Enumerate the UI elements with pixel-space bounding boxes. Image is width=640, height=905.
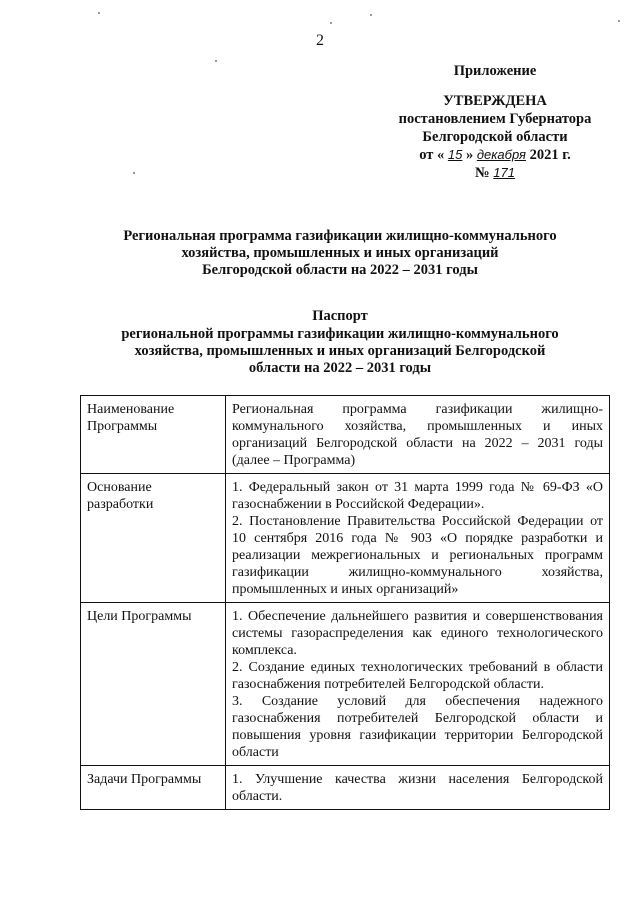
passport-line: хозяйства, промышленных и иных организаций Белгородской <box>134 343 546 359</box>
date-day: 15 <box>447 147 463 162</box>
passport-title: Паспорт <box>312 308 368 324</box>
row-label: Основание разработки <box>81 474 226 603</box>
title-line: хозяйства, промышленных и иных организаций <box>181 245 499 261</box>
row-paragraph: 1. Улучшение качества жизни населения Белгородской области. <box>232 772 603 804</box>
row-label: Наименование Программы <box>81 396 226 474</box>
number-prefix: № <box>475 165 490 181</box>
passport-line: области на 2022 – 2031 годы <box>248 360 432 376</box>
number-value: 171 <box>493 165 515 180</box>
date-mid: » <box>465 147 474 163</box>
region-label: Белгородской области <box>422 129 568 145</box>
passport-table <box>80 395 610 810</box>
row-content <box>226 474 610 603</box>
title-line: Белгородской области на 2022 – 2031 годы <box>202 262 478 278</box>
page-number: 2 <box>316 32 324 49</box>
table-row <box>81 603 610 766</box>
row-paragraph: 1. Обеспечение дальнейшего развития и совершенствования системы газораспределения как единого технологического комплекса. <box>232 609 603 658</box>
date-prefix: от « <box>419 147 445 163</box>
table-row <box>81 766 610 810</box>
date-month: декабря <box>476 147 526 162</box>
table-row <box>81 396 610 474</box>
row-paragraph: 2. Постановление Правительства Российской Федерации от 10 сентября 2016 года № 903 «О порядке разработки и реализации межрегиональных и региональных программ газификации жилищно-коммунального хозяйства, промышленных и иных организаций» <box>232 514 603 597</box>
row-label: Цели Программы <box>81 603 226 766</box>
approval-block <box>380 62 610 182</box>
approved-label: УТВЕРЖДЕНА <box>443 93 547 109</box>
passport-heading <box>60 308 620 377</box>
row-label: Задачи Программы <box>81 766 226 810</box>
date-year: 2021 г. <box>529 147 571 163</box>
row-content <box>226 603 610 766</box>
decree-number <box>380 164 610 182</box>
program-title <box>60 228 620 279</box>
row-content <box>226 396 610 474</box>
table-row <box>81 474 610 603</box>
row-paragraph: 2. Создание единых технологических требований в области газоснабжения потребителей Белгородской области. <box>232 660 603 692</box>
row-paragraph: 3. Создание условий для обеспечения надежного газоснабжения потребителей Белгородской области и повышения уровня газификации территории Белгородской области <box>232 694 603 760</box>
row-paragraph: Региональная программа газификации жилищно-коммунального хозяйства, промышленных и иных организаций Белгородской области на 2022 – 2031 годы (далее – Программа) <box>232 402 603 468</box>
passport-line: региональной программы газификации жилищно-коммунального <box>121 326 559 342</box>
row-content <box>226 766 610 810</box>
appendix-label: Приложение <box>453 63 537 79</box>
decree-label: постановлением Губернатора <box>398 111 592 127</box>
decree-date <box>380 146 610 164</box>
title-line: Региональная программа газификации жилищно-коммунального <box>123 228 557 244</box>
row-paragraph: 1. Федеральный закон от 31 марта 1999 года № 69-ФЗ «О газоснабжении в Российской Федерации». <box>232 480 603 512</box>
